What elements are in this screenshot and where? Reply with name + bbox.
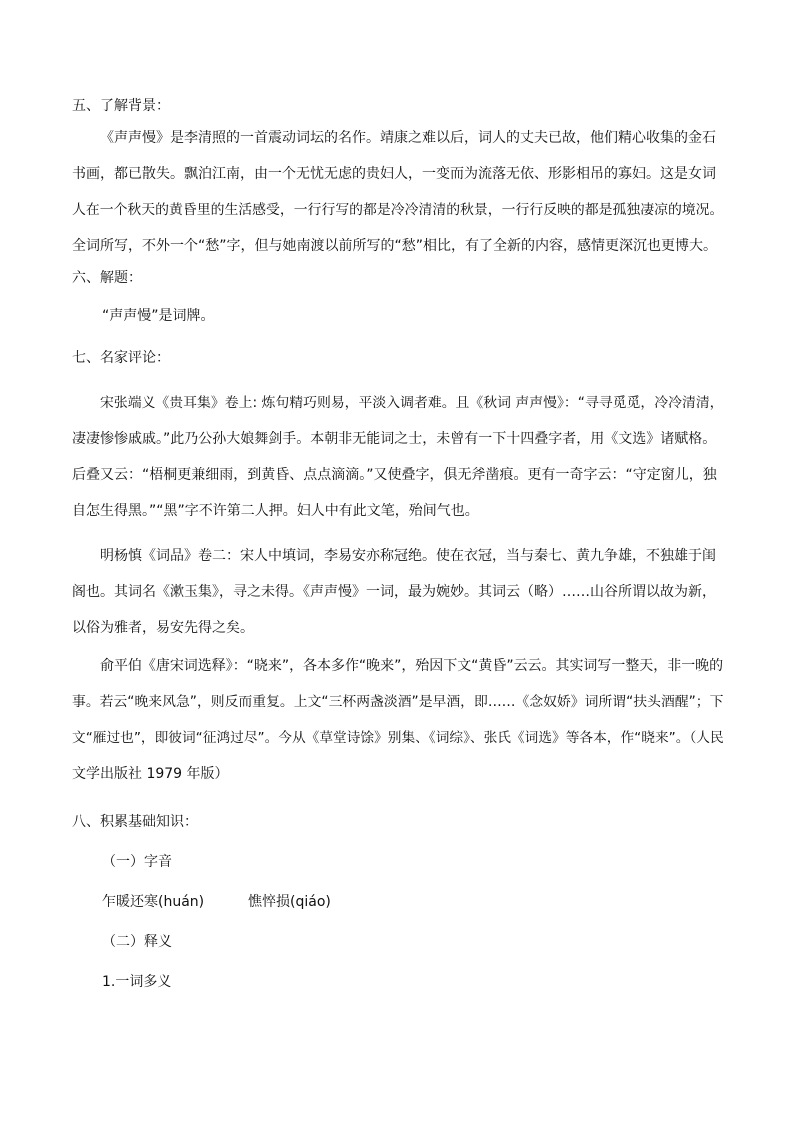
text-line: 凄凄惨惨戚戚。”此乃公孙大娘舞剑手。本朝非无能词之士，未曾有一下十四叠字者，用《文选》诸赋格。 [72, 431, 717, 447]
text-line: 后叠又云：“梧桐更兼细雨，到黄昏、点点滴滴。”又使叠字，俱无斧凿痕。更有一奇字云：“守定窗儿，独 [72, 467, 717, 483]
title-explanation-text: “声声慢”是词牌。 [102, 308, 215, 324]
heading-basic-knowledge: 八、积累基础知识： [72, 814, 198, 830]
text-line: 俞平伯《唐宋词选释》：“晓来”，各本多作“晚来”，殆因下文“黄昏”云云。其实词写一整天，非一晚的 [100, 658, 724, 674]
text-line: 文学出版社 1979 年版） [72, 766, 229, 782]
subheading-polysemy: 1.一词多义 [102, 974, 172, 990]
text-line: 宋张端义《贵耳集》卷上: 炼句精巧则易，平淡入调者难。且《秋词 声声慢》：“寻寻觅觅，冷冷清清， [100, 395, 724, 411]
text-line: 阁也。其词名《漱玉集》，寻之未得。《声声慢》一词，最为婉妙。其词云（略）……山谷所谓以故为新， [72, 584, 716, 600]
text-line: 人在一个秋天的黄昏里的生活感受，一行行写的都是冷冷清清的秋景，一行行反映的都是孤独凄凉的境况。 [72, 202, 724, 218]
pronunciation-word: 憔悴损(qiáo) [248, 894, 331, 910]
heading-critics-comments: 七、名家评论： [72, 350, 170, 366]
text-line: 书画，都已散失。飘泊江南，由一个无忧无虑的贵妇人，一变而为流落无依、形影相吊的寡妇。这是女词 [72, 166, 716, 182]
paragraph-comment-zhang [72, 385, 724, 529]
text-line: 事。若云“晚来风急”，则反而重复。上文“三杯两盏淡酒”是早酒，即……《念奴娇》词所谓“扶头酒醒”；下 [72, 694, 724, 710]
text-line: 明杨慎《词品》卷二：宋人中填词，李易安亦称冠绝。使在衣冠，当与秦七、黄九争雄，不独雄于闺 [100, 548, 716, 564]
text-line: 《声声慢》是李清照的一首震动词坛的名作。靖康之难以后，词人的丈夫已故，他们精心收集的金石 [100, 130, 716, 146]
subheading-pronunciation: （一）字音 [102, 854, 172, 870]
heading-background: 五、了解背景： [72, 98, 170, 114]
subheading-meaning: （二）释义 [102, 934, 172, 950]
text-line: 以俗为雅者，易安先得之矣。 [72, 620, 254, 636]
heading-title-explanation: 六、解题： [72, 270, 142, 286]
paragraph-comment-yu [72, 648, 724, 792]
pronunciation-word: 乍暖还寒(huán) [102, 894, 205, 910]
text-line: 自怎生得黑。”“黑”字不许第二人押。妇人中有此文笔，殆间气也。 [72, 503, 479, 519]
paragraph-comment-yang [72, 538, 724, 646]
text-line: 全词所写，不外一个“愁”字，但与她南渡以前所写的“愁”相比，有了全新的内容，感情更深沉也更博大。 [72, 238, 718, 254]
text-line: 文“雁过也”，即彼词“征鸿过尽”。今从《草堂诗馀》别集、《词综》、张氏《词选》等各本，作“晓来”。（人民 [72, 730, 724, 746]
paragraph-background [72, 120, 724, 264]
